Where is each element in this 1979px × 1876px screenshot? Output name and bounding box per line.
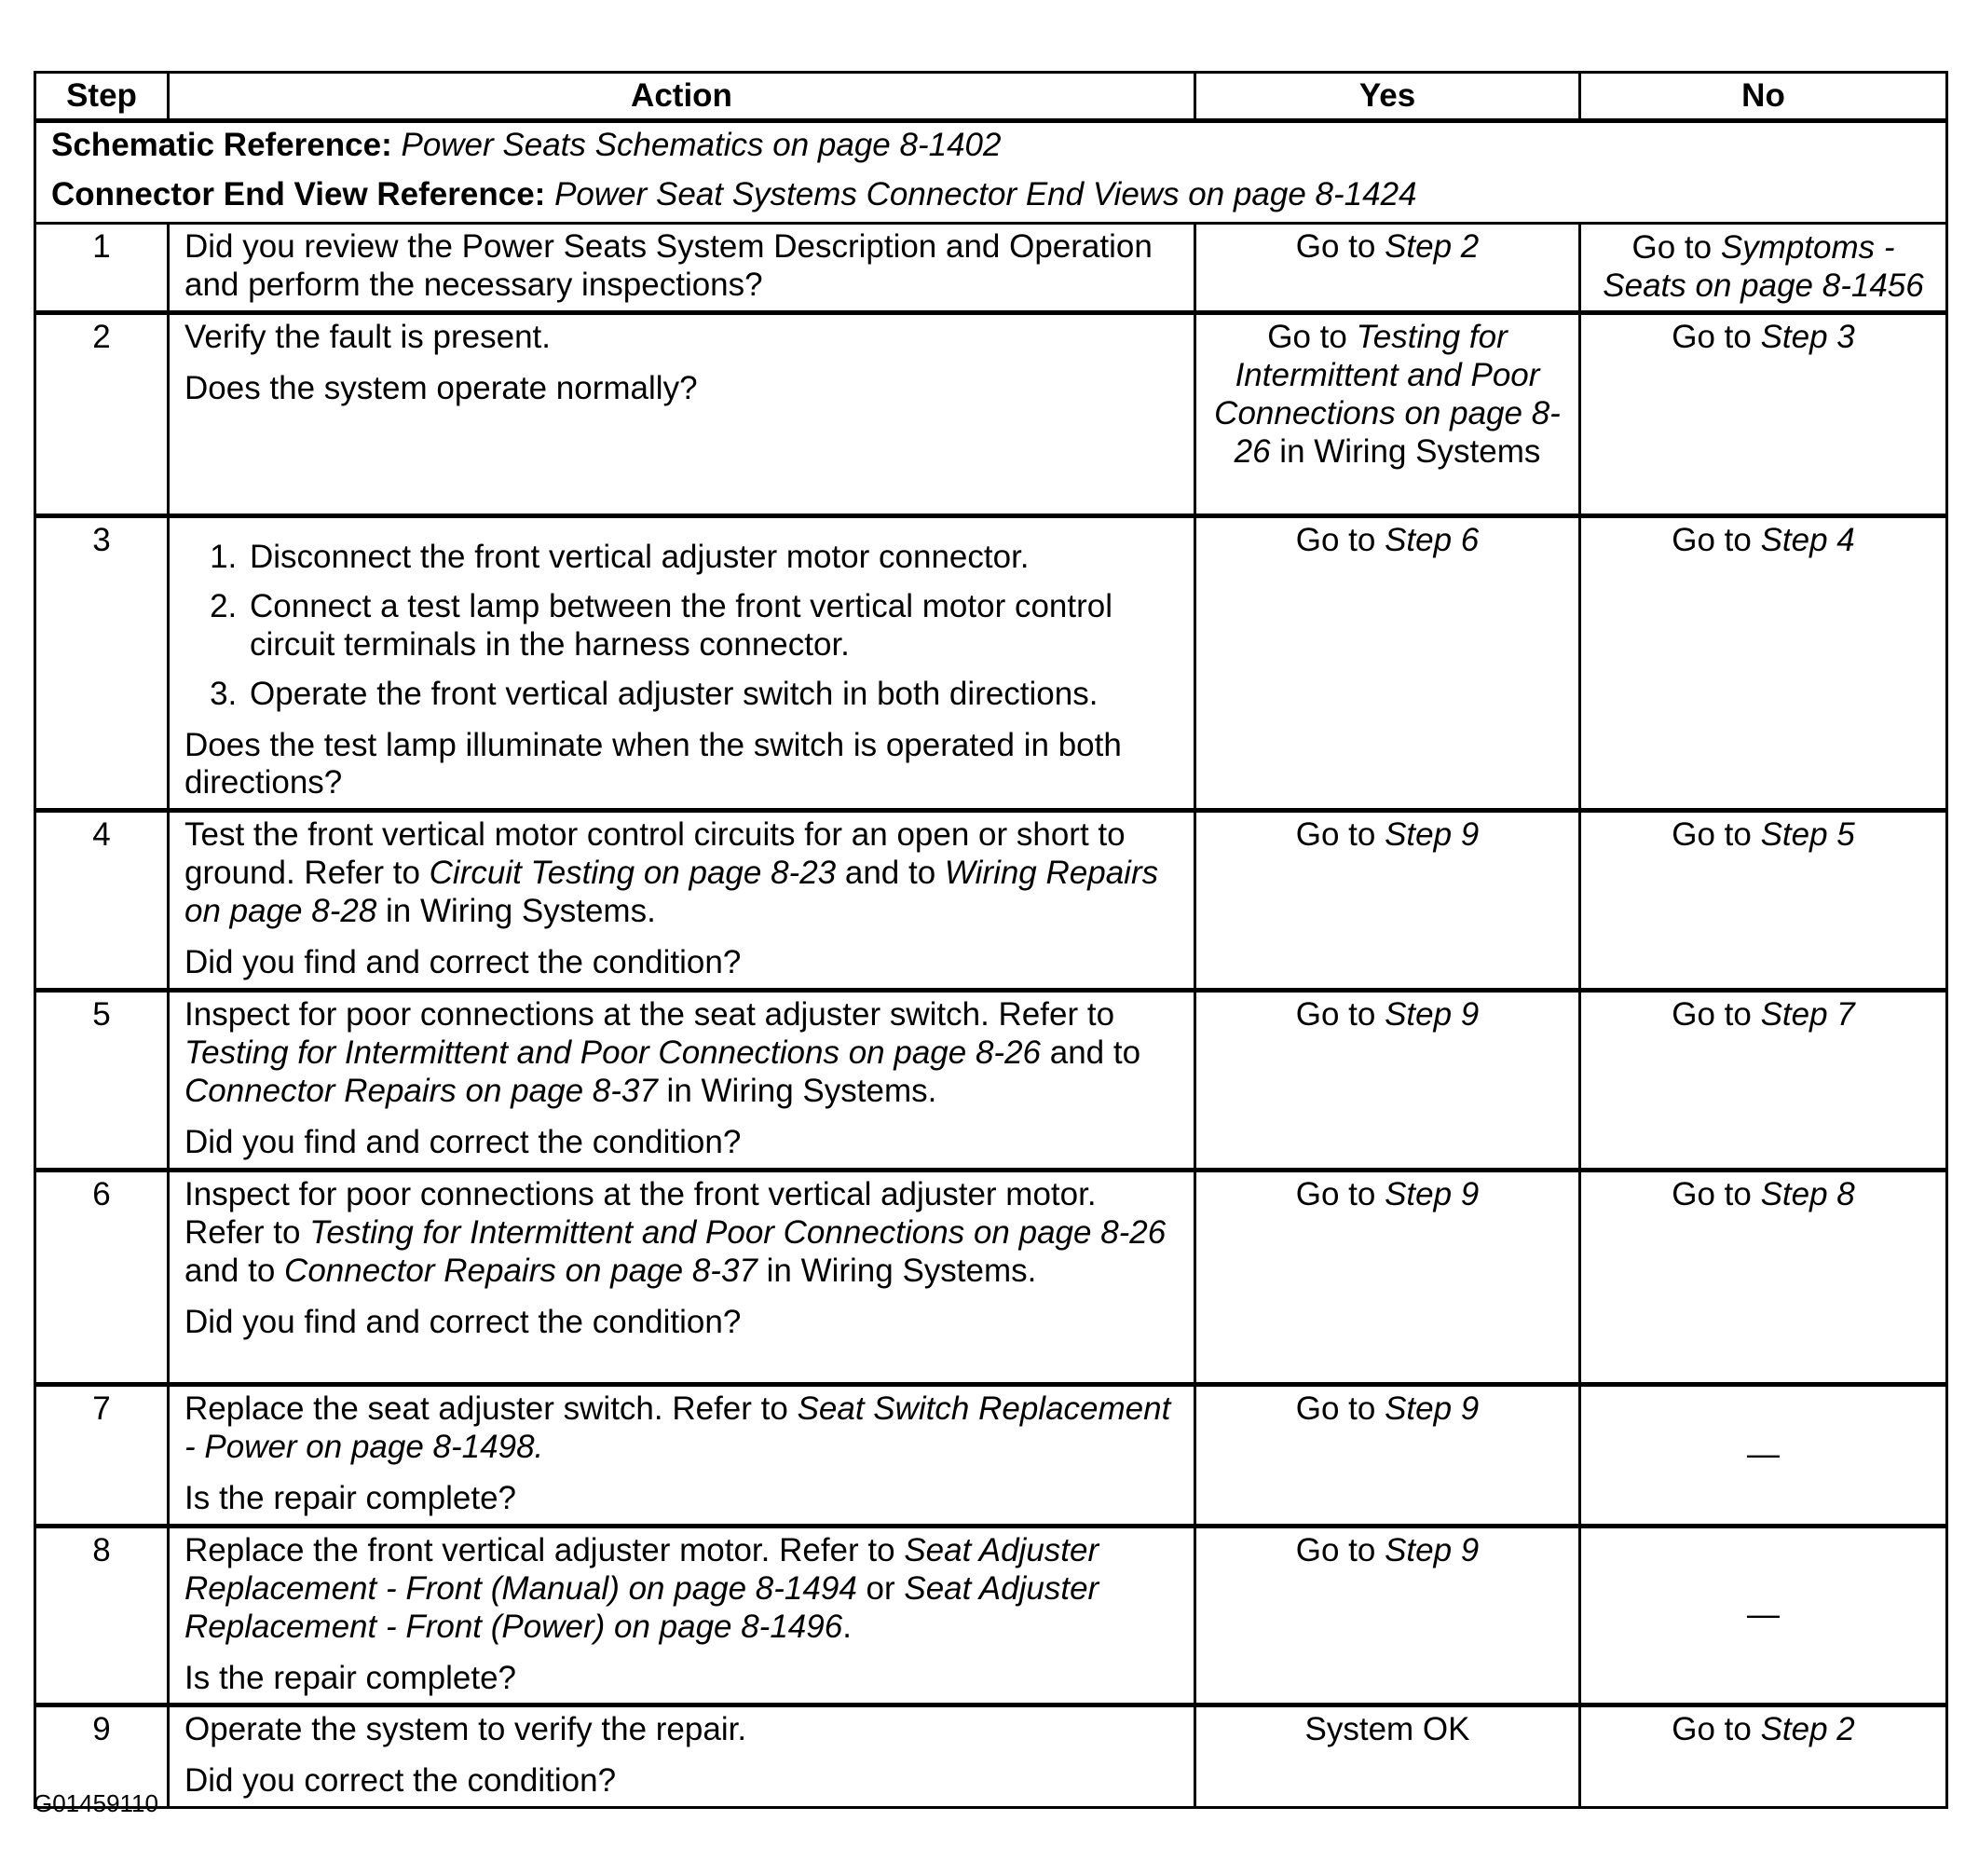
no-cell xyxy=(1580,991,1947,1171)
no-prefix: Go to xyxy=(1631,228,1721,266)
action-question: Is the repair complete? xyxy=(184,1479,517,1516)
step-number: 1 xyxy=(35,223,169,312)
list-item: 1. Disconnect the front vertical adjuster motor connector. xyxy=(246,539,1179,577)
reference-cell xyxy=(35,121,1947,224)
action-text-part: or xyxy=(856,1569,905,1607)
action-link[interactable]: Connector Repairs on page 8-37 xyxy=(284,1252,757,1289)
yes-prefix: Go to xyxy=(1295,996,1385,1034)
action-text-part: in Wiring Systems. xyxy=(657,1073,937,1109)
yes-prefix: Go to xyxy=(1295,521,1385,558)
action-question: Is the repair complete? xyxy=(184,1659,517,1696)
table-row xyxy=(35,811,1947,991)
no-prefix: Go to xyxy=(1672,816,1761,854)
diagnostic-table xyxy=(34,71,1948,1809)
procedure-list xyxy=(184,539,1179,714)
action-text-part: Replace the seat adjuster switch. Refer to xyxy=(184,1390,798,1427)
header-no: No xyxy=(1580,73,1947,121)
table-row xyxy=(35,991,1947,1171)
yes-prefix: Go to xyxy=(1295,1531,1385,1568)
action-text-part: and to xyxy=(184,1252,285,1289)
action-link[interactable]: Seat Switch Replacement - Power on page 8-1498. xyxy=(184,1390,1171,1465)
table-row xyxy=(35,1526,1947,1705)
yes-prefix: Go to xyxy=(1267,318,1357,355)
connector-reference xyxy=(51,176,1931,214)
yes-link[interactable]: Step 9 xyxy=(1385,816,1480,854)
no-prefix: Go to xyxy=(1672,996,1761,1034)
reference-row xyxy=(35,121,1947,224)
no-cell xyxy=(1580,811,1947,991)
no-link[interactable]: Symptoms - Seats on page 8-1456 xyxy=(1603,228,1924,304)
schematic-reference-link[interactable]: Power Seats Schematics on page 8-1402 xyxy=(401,127,1002,163)
yes-link[interactable]: Testing for Intermittent and Poor Connections on page 8-26 xyxy=(1214,318,1561,470)
action-cell xyxy=(169,1384,1195,1526)
yes-prefix: Go to xyxy=(1295,1175,1385,1212)
action-text: Did you review the Power Seats System Description and Operation and perform the necessary inspections? xyxy=(184,227,1153,303)
no-cell xyxy=(1580,1705,1947,1808)
yes-cell xyxy=(1195,312,1580,515)
no-link[interactable]: Step 3 xyxy=(1760,318,1855,355)
connector-reference-link[interactable]: Power Seat Systems Connector End Views on page 8-1424 xyxy=(554,175,1417,212)
list-item: 3. Operate the front vertical adjuster switch in both directions. xyxy=(246,676,1179,714)
header-row xyxy=(35,73,1947,121)
table-row xyxy=(35,515,1947,811)
no-link[interactable]: Step 4 xyxy=(1760,521,1855,558)
no-prefix: Go to xyxy=(1672,1711,1761,1748)
no-prefix: Go to xyxy=(1672,1175,1761,1212)
action-text xyxy=(184,1176,1179,1291)
action-link[interactable]: Seat Adjuster Replacement - Front (Power) on page 8-1496 xyxy=(184,1569,1099,1645)
header-step: Step xyxy=(35,73,169,121)
yes-cell xyxy=(1195,223,1580,312)
table-row xyxy=(35,1170,1947,1384)
header-yes: Yes xyxy=(1195,73,1580,121)
no-link[interactable]: Step 7 xyxy=(1760,996,1855,1034)
no-cell xyxy=(1580,515,1947,811)
no-cell xyxy=(1580,223,1947,312)
no-link[interactable]: Step 2 xyxy=(1760,1711,1855,1748)
schematic-reference-label: Schematic Reference: xyxy=(51,127,392,163)
yes-link[interactable]: Step 9 xyxy=(1385,1175,1480,1212)
yes-link[interactable]: Step 9 xyxy=(1385,1531,1480,1568)
action-cell xyxy=(169,811,1195,991)
action-question: Does the system operate normally? xyxy=(184,369,698,406)
table-row xyxy=(35,223,1947,312)
action-cell xyxy=(169,515,1195,811)
yes-cell xyxy=(1195,1526,1580,1705)
action-cell xyxy=(169,1526,1195,1705)
action-question: Does the test lamp illuminate when the switch is operated in both directions? xyxy=(184,726,1122,801)
action-text-part: in Wiring Systems. xyxy=(376,893,656,930)
no-cell xyxy=(1580,1170,1947,1384)
yes-cell: System OK xyxy=(1195,1705,1580,1808)
action-text-part: Replace the front vertical adjuster motor. Refer to xyxy=(184,1531,905,1568)
yes-cell xyxy=(1195,1384,1580,1526)
yes-cell xyxy=(1195,991,1580,1171)
table-row xyxy=(35,312,1947,515)
no-cell xyxy=(1580,312,1947,515)
action-link[interactable]: Testing for Intermittent and Poor Connections on page 8-26 xyxy=(309,1213,1167,1251)
step-number: 7 xyxy=(35,1384,169,1526)
step-number: 4 xyxy=(35,811,169,991)
action-cell xyxy=(169,312,1195,515)
yes-link[interactable]: Step 6 xyxy=(1385,521,1480,558)
step-number: 8 xyxy=(35,1526,169,1705)
action-question: Did you correct the condition? xyxy=(184,1762,617,1800)
yes-link[interactable]: Step 9 xyxy=(1385,996,1480,1034)
action-text-part: and to xyxy=(836,855,945,892)
yes-link[interactable]: Step 9 xyxy=(1385,1390,1480,1427)
action-link[interactable]: Circuit Testing on page 8-23 xyxy=(429,855,837,892)
action-text-part: and to xyxy=(1041,1034,1141,1072)
action-text: Verify the fault is present. xyxy=(184,318,551,355)
step-number: 5 xyxy=(35,991,169,1171)
action-link[interactable]: Connector Repairs on page 8-37 xyxy=(184,1073,658,1109)
yes-cell xyxy=(1195,811,1580,991)
action-cell xyxy=(169,991,1195,1171)
action-text xyxy=(184,1532,1179,1647)
action-link[interactable]: Testing for Intermittent and Poor Connections on page 8-26 xyxy=(184,1034,1042,1072)
table-row xyxy=(35,1705,1947,1808)
table-row xyxy=(35,1384,1947,1526)
action-cell xyxy=(169,1170,1195,1384)
no-prefix: Go to xyxy=(1672,318,1761,355)
action-text-part: Test the front vertical motor control circuits for an open or short to ground. Refer to xyxy=(184,816,1126,892)
no-link[interactable]: Step 5 xyxy=(1760,816,1855,854)
step-number: 9 xyxy=(35,1705,169,1808)
action-link[interactable]: Seat Adjuster Replacement - Front (Manual) on page 8-1494 xyxy=(184,1531,1099,1607)
no-link[interactable]: Step 8 xyxy=(1760,1175,1855,1212)
action-text xyxy=(184,996,1179,1111)
action-question: Did you find and correct the condition? xyxy=(184,1303,742,1340)
yes-cell xyxy=(1195,1170,1580,1384)
action-cell xyxy=(169,1705,1195,1808)
yes-prefix: Go to xyxy=(1295,227,1385,265)
action-question: Did you find and correct the condition? xyxy=(184,1123,742,1160)
action-cell xyxy=(169,223,1195,312)
yes-link[interactable]: Step 2 xyxy=(1385,227,1480,265)
action-text: Operate the system to verify the repair. xyxy=(184,1711,747,1748)
no-cell: — xyxy=(1580,1526,1947,1705)
connector-reference-label: Connector End View Reference: xyxy=(51,175,546,212)
yes-prefix: Go to xyxy=(1295,816,1385,854)
no-cell: — xyxy=(1580,1384,1947,1526)
action-text-part: in Wiring Systems. xyxy=(757,1252,1037,1289)
action-text-part: Inspect for poor connections at the front vertical adjuster motor. Refer to xyxy=(184,1175,1097,1251)
list-item: 2. Connect a test lamp between the front vertical motor control circuit terminals in the harness connector. xyxy=(246,588,1179,664)
action-text xyxy=(184,816,1179,931)
yes-suffix: in Wiring Systems xyxy=(1270,432,1541,470)
step-number: 3 xyxy=(35,515,169,811)
yes-cell xyxy=(1195,515,1580,811)
action-link[interactable]: Wiring Repairs on page 8-28 xyxy=(184,855,1159,930)
figure-id: G01459110 xyxy=(34,1789,158,1817)
step-number: 6 xyxy=(35,1170,169,1384)
diagnostic-table-sheet xyxy=(34,71,1945,1809)
action-question: Did you find and correct the condition? xyxy=(184,944,742,981)
step-number: 2 xyxy=(35,312,169,515)
yes-prefix: Go to xyxy=(1295,1390,1385,1427)
action-text-part: Inspect for poor connections at the seat adjuster switch. Refer to xyxy=(184,996,1115,1034)
action-text xyxy=(184,1390,1179,1467)
action-text-part: . xyxy=(842,1608,852,1645)
schematic-reference xyxy=(51,127,1931,165)
no-prefix: Go to xyxy=(1672,521,1761,558)
header-action: Action xyxy=(169,73,1195,121)
